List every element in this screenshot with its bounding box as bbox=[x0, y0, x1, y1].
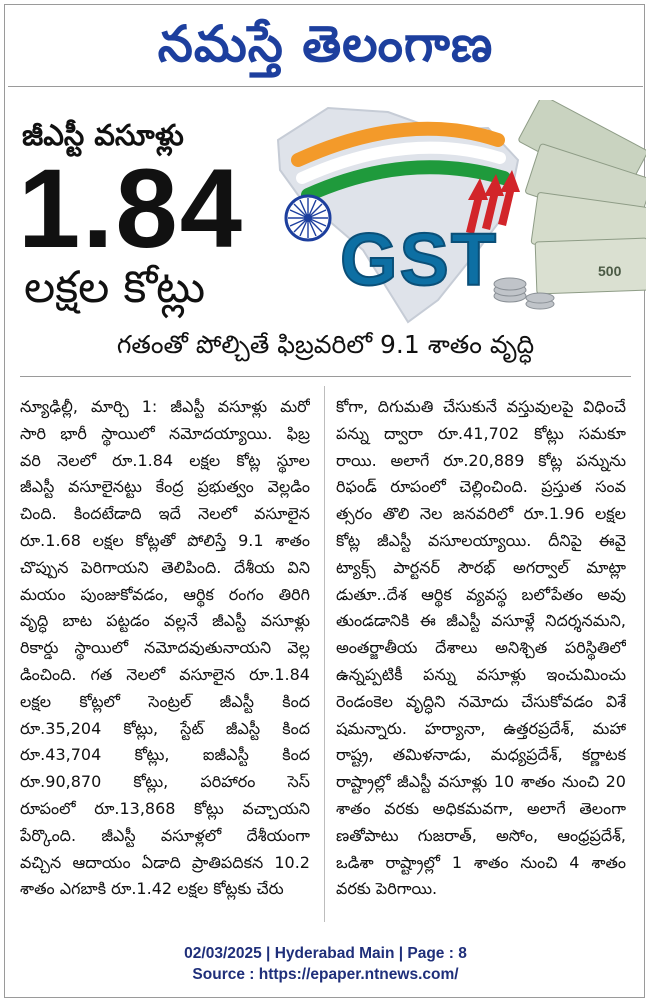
headline-subhead: గతంతో పోల్చితే ఫిబ్రవరిలో 9.1 శాతం వృద్ధి bbox=[116, 330, 535, 359]
body-line: చొప్పున పెరిగాయని తెలిపింది. దేశీయ విని bbox=[20, 557, 310, 577]
chakra-icon bbox=[286, 196, 330, 240]
body-line: రికార్డు స్థాయిలో నమోదవుతునాయని వెల్ల bbox=[20, 638, 310, 658]
body-column-right bbox=[336, 394, 626, 903]
body-line: వరకు పెరిగాయి. bbox=[336, 879, 438, 899]
body-line: రూపంలో రూ.13,868 కోట్లు వచ్చాయని bbox=[20, 798, 310, 818]
body-line: డుతూ..దేశ ఆర్థిక వ్యవస్థ బలోపేతం అవు bbox=[336, 584, 626, 604]
body-line: రూ.1.68 లక్షల కోట్లతో పోలిస్తే 9.1 శాతం bbox=[20, 530, 310, 550]
body-line: రూ.90,870 కోట్లు, పరిహారం సెస్ bbox=[20, 772, 310, 792]
footer-source: Source : https://epaper.ntnews.com/ bbox=[192, 966, 459, 983]
body-line: రిఫండ్ రూపంలో చెల్లించింది. ప్రస్తుత సంవ bbox=[336, 477, 626, 497]
gst-illustration bbox=[268, 100, 646, 328]
subhead-rule bbox=[20, 376, 631, 377]
body-line: రాష్ట్ర, తమిళనాడు, మధ్యప్రదేశ్, కర్ణాటక bbox=[336, 745, 626, 765]
currency-notes bbox=[518, 100, 646, 294]
body-line: వచ్చిన ఆదాయం ఏడాది ప్రాతిపదికన 10.2 bbox=[20, 852, 310, 872]
headline-unit: లక్షల కోట్లు bbox=[24, 262, 206, 313]
body-line: తుండడానికి ఈ జీఎస్టీ వసూళ్లే నిదర్శనమని, bbox=[336, 611, 626, 631]
body-line: వృద్ధి బాట పట్టడం వల్లనే జీఎస్టీ వసూళ్లు bbox=[20, 611, 310, 631]
headline-kicker: జీఎస్టీ వసూళ్లు bbox=[22, 118, 184, 152]
body-line: డించింది. గత నెలలో వసూలైన రూ.1.84 bbox=[20, 664, 310, 684]
body-line: జీఎస్టీ వసూలైనట్టు కేంద్ర ప్రభుత్వం వెల్లడిం bbox=[20, 477, 310, 497]
body-column-left bbox=[20, 394, 310, 903]
column-divider bbox=[324, 386, 325, 922]
body-line: సారి భారీ స్థాయిలో నమోదయ్యాయి. ఫిబ్ర bbox=[20, 423, 310, 443]
body-line: శాతం ఎగబాకి రూ.1.42 లక్షల కోట్లకు చేరు bbox=[20, 879, 284, 899]
body-line: న్యూఢిల్లీ, మార్చి 1: జీఎస్టీ వసూళ్లు మరో bbox=[20, 397, 310, 416]
body-line: అంతర్జాతీయ దేశాలు అనిశ్చిత పరిస్థితిలో bbox=[336, 638, 626, 658]
body-line: వరి నెలలో రూ.1.84 లక్షల కోట్ల స్థూల bbox=[20, 450, 310, 470]
footer-edition: 02/03/2025 | Hyderabad Main | Page : 8 bbox=[184, 945, 467, 962]
body-line: రాయి. అలాగే రూ.20,889 కోట్ల పన్నును bbox=[336, 450, 626, 470]
body-line: మయం పుంజుకోవడం, ఆర్థిక రంగం తిరిగి bbox=[20, 584, 310, 604]
body-line: ఒడిశా రాష్ట్రాల్లో 1 శాతం నుంచి 4 శాతం bbox=[336, 852, 626, 872]
gst-label: GST bbox=[340, 218, 499, 301]
svg-text:500: 500 bbox=[598, 263, 622, 279]
body-line: ఉన్నప్పటికీ పన్ను వసూళ్లు ఇంచుమించు bbox=[336, 664, 626, 684]
body-line: పన్ను ద్వారా రూ.41,702 కోట్లు సమకూ bbox=[336, 423, 626, 443]
body-line: చింది. కిందటేడాది ఇదే నెలలో వసూలైన bbox=[20, 504, 310, 524]
body-line: కోగా, దిగుమతి చేసుకునే వస్తువులపై విధించే bbox=[336, 397, 626, 416]
body-line: త్సరం తొలి నెల జనవరిలో రూ.1.96 లక్షల bbox=[336, 504, 626, 524]
body-line: కోట్ల జీఎస్టీ వసూలయ్యాయి. దీనిపై ఈవై bbox=[336, 530, 626, 550]
body-line: పేర్కొంది. జీఎస్టీ వసూళ్లలో దేశీయంగా bbox=[20, 825, 310, 845]
body-line: ట్యాక్స్ పార్టనర్ సౌరభ్ అగర్వాల్ మాట్లా bbox=[336, 557, 626, 577]
body-line: రూ.43,704 కోట్లు, ఐజీఎస్టీ కింద bbox=[20, 745, 310, 765]
body-line: శాతం వరకు అధికమవగా, అలాగే తెలంగా bbox=[336, 798, 626, 818]
body-line: ణతోపాటు గుజరాత్, అసోం, ఆంధ్రప్రదేశ్, bbox=[336, 825, 626, 845]
masthead-title: నమస్తే తెలంగాణ bbox=[157, 15, 494, 73]
body-line: రూ.35,204 కోట్లు, స్టేట్ జీఎస్టీ కింద bbox=[20, 718, 310, 738]
body-line: లక్షల కోట్లలో సెంట్రల్ జీఎస్టీ కింద bbox=[20, 691, 310, 711]
body-line: రెండంకెల వృద్ధిని నమోదు చేసుకోవడం విశే bbox=[336, 691, 626, 711]
headline-amount: 1.84 bbox=[18, 146, 244, 271]
masthead-rule bbox=[8, 86, 643, 87]
body-line: షమన్నారు. హర్యానా, ఉత్తరప్రదేశ్, మహా bbox=[336, 718, 626, 738]
body-line: రాష్ట్రాల్లో జీఎస్టీ వసూళ్లు 10 శాతం నుంచి 20 bbox=[336, 772, 626, 792]
